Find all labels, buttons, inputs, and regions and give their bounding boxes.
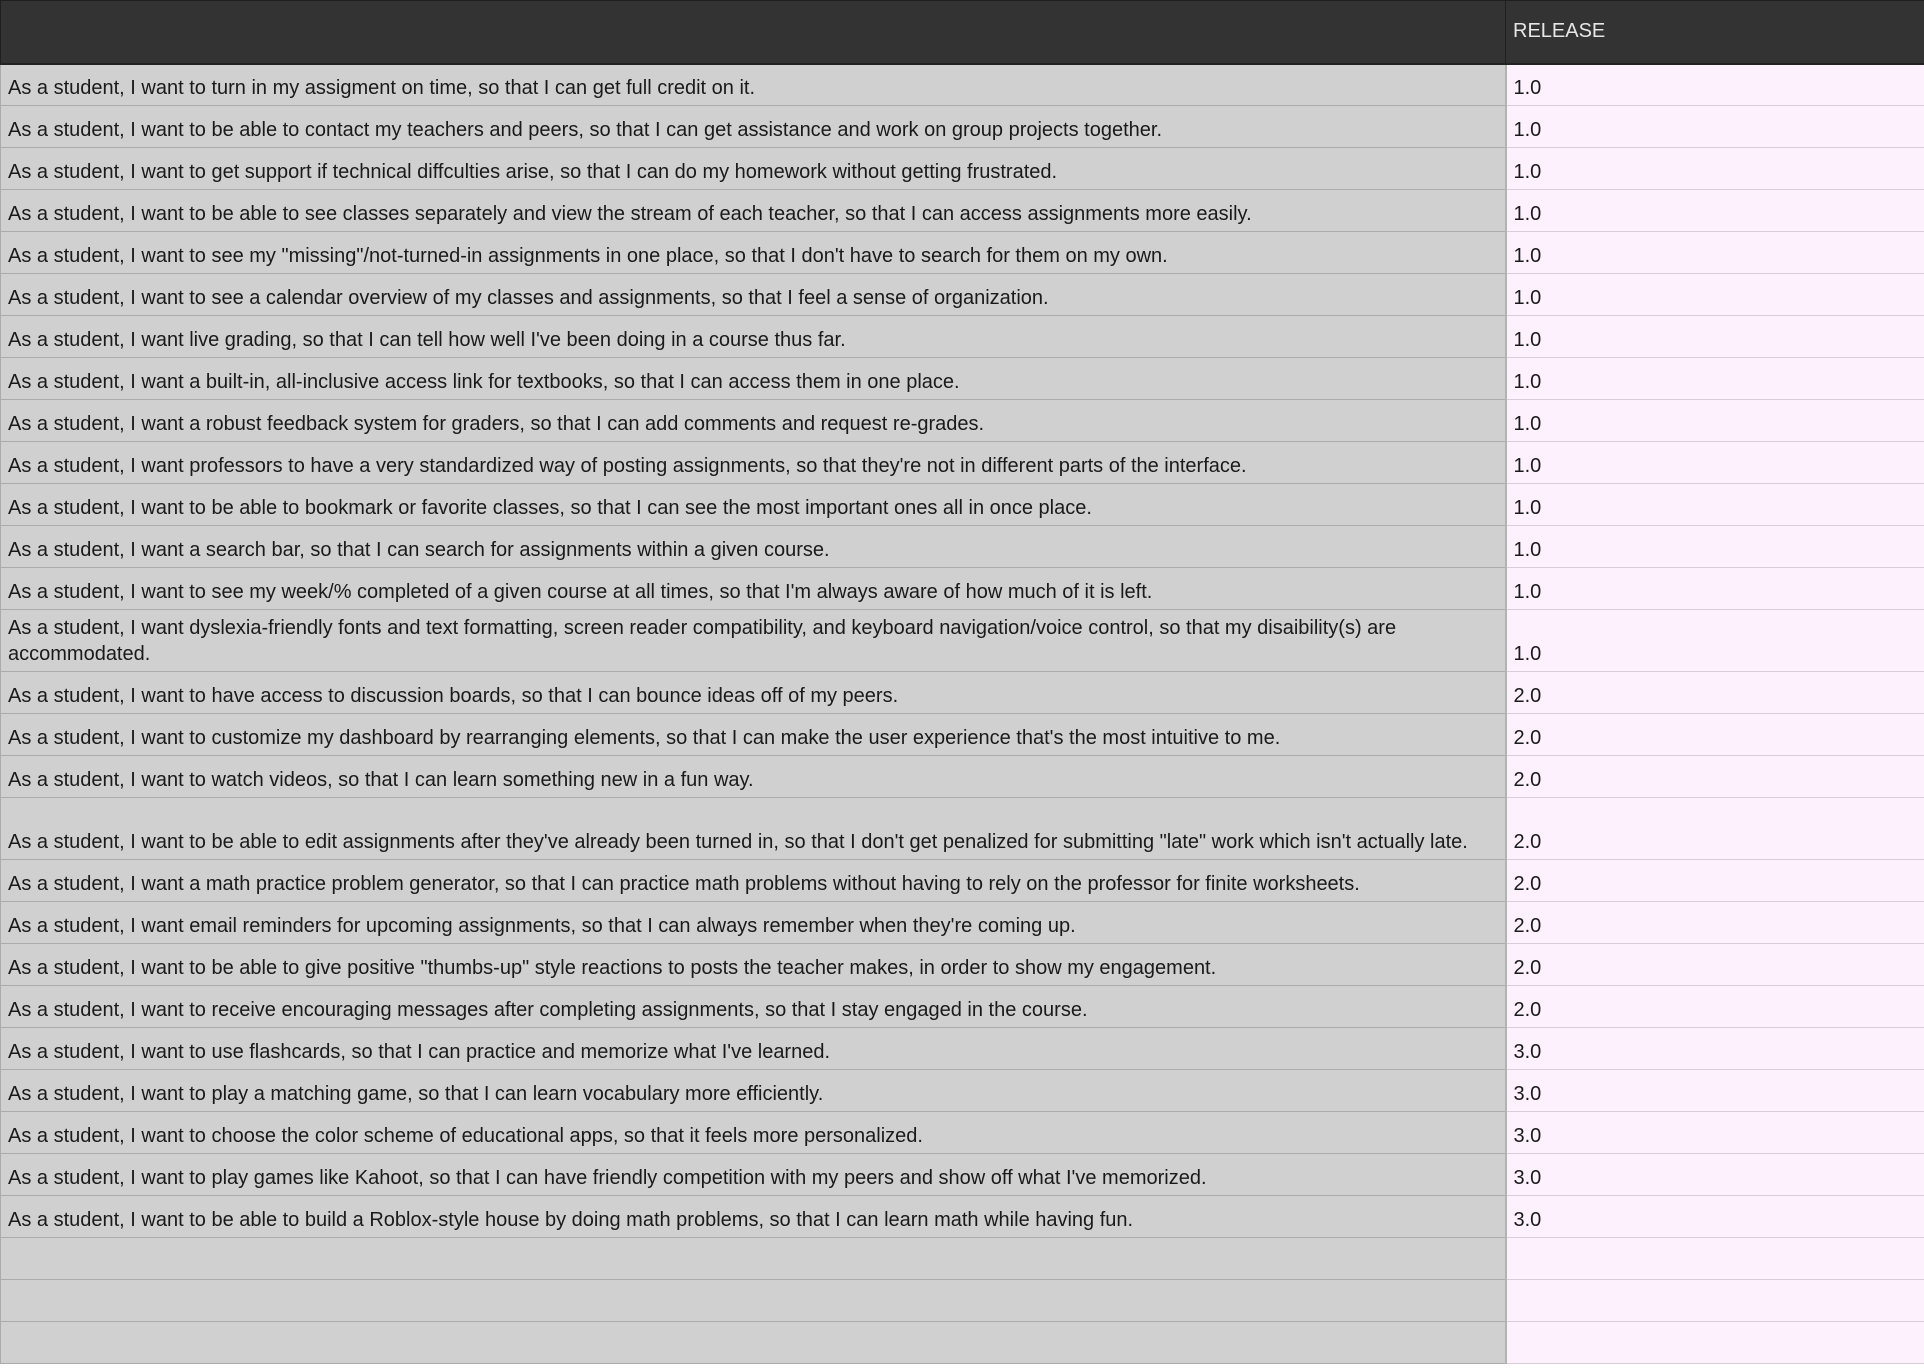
release-cell[interactable]: 1.0	[1506, 526, 1924, 568]
release-cell[interactable]: 2.0	[1506, 714, 1924, 756]
table-row	[1, 1154, 1924, 1196]
release-cell[interactable]: 1.0	[1506, 400, 1924, 442]
story-cell[interactable]: As a student, I want a robust feedback system for graders, so that I can add comments and request re-grades.	[1, 400, 1506, 442]
story-cell[interactable]: As a student, I want to be able to edit assignments after they've already been turned in, so that I don't get penalized for submitting "late" work which isn't actually late.	[1, 798, 1506, 860]
release-cell[interactable]: 2.0	[1506, 944, 1924, 986]
table-row	[1, 860, 1924, 902]
release-cell[interactable]: 1.0	[1506, 610, 1924, 672]
release-cell[interactable]: 1.0	[1506, 190, 1924, 232]
release-cell[interactable]: 3.0	[1506, 1154, 1924, 1196]
release-cell[interactable]: 1.0	[1506, 568, 1924, 610]
story-cell[interactable]: As a student, I want to see my week/% completed of a given course at all times, so that I'm always aware of how much of it is left.	[1, 568, 1506, 610]
release-cell[interactable]: 2.0	[1506, 860, 1924, 902]
release-cell[interactable]	[1506, 1238, 1924, 1280]
release-cell[interactable]: 3.0	[1506, 1112, 1924, 1154]
release-cell[interactable]: 2.0	[1506, 672, 1924, 714]
release-cell[interactable]: 1.0	[1506, 442, 1924, 484]
table-row	[1, 568, 1924, 610]
release-cell[interactable]: 1.0	[1506, 484, 1924, 526]
column-header-story[interactable]	[1, 1, 1506, 64]
story-cell[interactable]	[1, 1322, 1506, 1364]
release-cell[interactable]: 3.0	[1506, 1070, 1924, 1112]
table-row	[1, 1070, 1924, 1112]
story-cell[interactable]: As a student, I want live grading, so that I can tell how well I've been doing in a course thus far.	[1, 316, 1506, 358]
release-cell[interactable]: 2.0	[1506, 798, 1924, 860]
table-row	[1, 526, 1924, 568]
release-cell[interactable]	[1506, 1322, 1924, 1364]
table-row	[1, 1238, 1924, 1280]
release-cell[interactable]: 1.0	[1506, 358, 1924, 400]
story-cell[interactable]: As a student, I want a math practice problem generator, so that I can practice math problems without having to rely on the professor for finite worksheets.	[1, 860, 1506, 902]
table-row	[1, 442, 1924, 484]
release-cell[interactable]: 1.0	[1506, 316, 1924, 358]
table-row	[1, 756, 1924, 798]
table-row	[1, 106, 1924, 148]
table-row	[1, 798, 1924, 860]
story-cell[interactable]	[1, 1238, 1506, 1280]
table-row	[1, 274, 1924, 316]
table-row	[1, 358, 1924, 400]
table-row	[1, 944, 1924, 986]
column-header-release[interactable]: RELEASE	[1506, 1, 1924, 64]
table-row	[1, 232, 1924, 274]
release-cell[interactable]: 1.0	[1506, 148, 1924, 190]
table-row	[1, 1196, 1924, 1238]
table-row	[1, 986, 1924, 1028]
table-row	[1, 902, 1924, 944]
table-row	[1, 1322, 1924, 1364]
story-cell[interactable]: As a student, I want professors to have a very standardized way of posting assignments, so that they're not in different parts of the interface.	[1, 442, 1506, 484]
story-cell[interactable]	[1, 1280, 1506, 1322]
table-row	[1, 1028, 1924, 1070]
header-row	[1, 1, 1924, 64]
story-cell[interactable]: As a student, I want a built-in, all-inclusive access link for textbooks, so that I can access them in one place.	[1, 358, 1506, 400]
story-cell[interactable]: As a student, I want a search bar, so that I can search for assignments within a given course.	[1, 526, 1506, 568]
table-body	[1, 64, 1924, 1364]
table-row	[1, 1280, 1924, 1322]
story-cell[interactable]: As a student, I want to turn in my assigment on time, so that I can get full credit on it.	[1, 64, 1506, 106]
release-cell[interactable]: 3.0	[1506, 1028, 1924, 1070]
story-cell[interactable]: As a student, I want to see my "missing"/not-turned-in assignments in one place, so that I don't have to search for them on my own.	[1, 232, 1506, 274]
table-row	[1, 484, 1924, 526]
story-cell[interactable]: As a student, I want to be able to give positive "thumbs-up" style reactions to posts the teacher makes, in order to show my engagement.	[1, 944, 1506, 986]
release-cell[interactable]: 1.0	[1506, 64, 1924, 106]
table-row	[1, 316, 1924, 358]
release-cell[interactable]: 1.0	[1506, 274, 1924, 316]
release-cell[interactable]: 1.0	[1506, 232, 1924, 274]
release-cell[interactable]: 2.0	[1506, 756, 1924, 798]
story-cell[interactable]: As a student, I want to be able to bookmark or favorite classes, so that I can see the most important ones all in once place.	[1, 484, 1506, 526]
release-cell[interactable]: 2.0	[1506, 902, 1924, 944]
story-cell[interactable]: As a student, I want to choose the color scheme of educational apps, so that it feels more personalized.	[1, 1112, 1506, 1154]
story-cell[interactable]: As a student, I want email reminders for upcoming assignments, so that I can always remember when they're coming up.	[1, 902, 1506, 944]
release-cell[interactable]	[1506, 1280, 1924, 1322]
story-cell[interactable]: As a student, I want to customize my dashboard by rearranging elements, so that I can make the user experience that's the most intuitive to me.	[1, 714, 1506, 756]
story-cell[interactable]: As a student, I want to get support if technical diffculties arise, so that I can do my homework without getting frustrated.	[1, 148, 1506, 190]
story-cell[interactable]: As a student, I want dyslexia-friendly fonts and text formatting, screen reader compatibility, and keyboard navigation/voice control, so that my disaibility(s) are accommodated.	[1, 610, 1506, 672]
table-row	[1, 64, 1924, 106]
table-row	[1, 148, 1924, 190]
story-cell[interactable]: As a student, I want to be able to build a Roblox-style house by doing math problems, so that I can learn math while having fun.	[1, 1196, 1506, 1238]
story-cell[interactable]: As a student, I want to see a calendar overview of my classes and assignments, so that I feel a sense of organization.	[1, 274, 1506, 316]
release-cell[interactable]: 1.0	[1506, 106, 1924, 148]
story-cell[interactable]: As a student, I want to receive encouraging messages after completing assignments, so that I stay engaged in the course.	[1, 986, 1506, 1028]
story-cell[interactable]: As a student, I want to be able to see classes separately and view the stream of each teacher, so that I can access assignments more easily.	[1, 190, 1506, 232]
table-row	[1, 610, 1924, 672]
story-cell[interactable]: As a student, I want to play a matching game, so that I can learn vocabulary more efficiently.	[1, 1070, 1506, 1112]
table-row	[1, 672, 1924, 714]
table-row	[1, 1112, 1924, 1154]
story-cell[interactable]: As a student, I want to have access to discussion boards, so that I can bounce ideas off of my peers.	[1, 672, 1506, 714]
story-cell[interactable]: As a student, I want to be able to contact my teachers and peers, so that I can get assistance and work on group projects together.	[1, 106, 1506, 148]
release-cell[interactable]: 2.0	[1506, 986, 1924, 1028]
story-cell[interactable]: As a student, I want to play games like Kahoot, so that I can have friendly competition with my peers and show off what I've memorized.	[1, 1154, 1506, 1196]
table-row	[1, 190, 1924, 232]
story-cell[interactable]: As a student, I want to use flashcards, so that I can practice and memorize what I've learned.	[1, 1028, 1506, 1070]
story-cell[interactable]: As a student, I want to watch videos, so that I can learn something new in a fun way.	[1, 756, 1506, 798]
table-row	[1, 714, 1924, 756]
table-row	[1, 400, 1924, 442]
release-cell[interactable]: 3.0	[1506, 1196, 1924, 1238]
